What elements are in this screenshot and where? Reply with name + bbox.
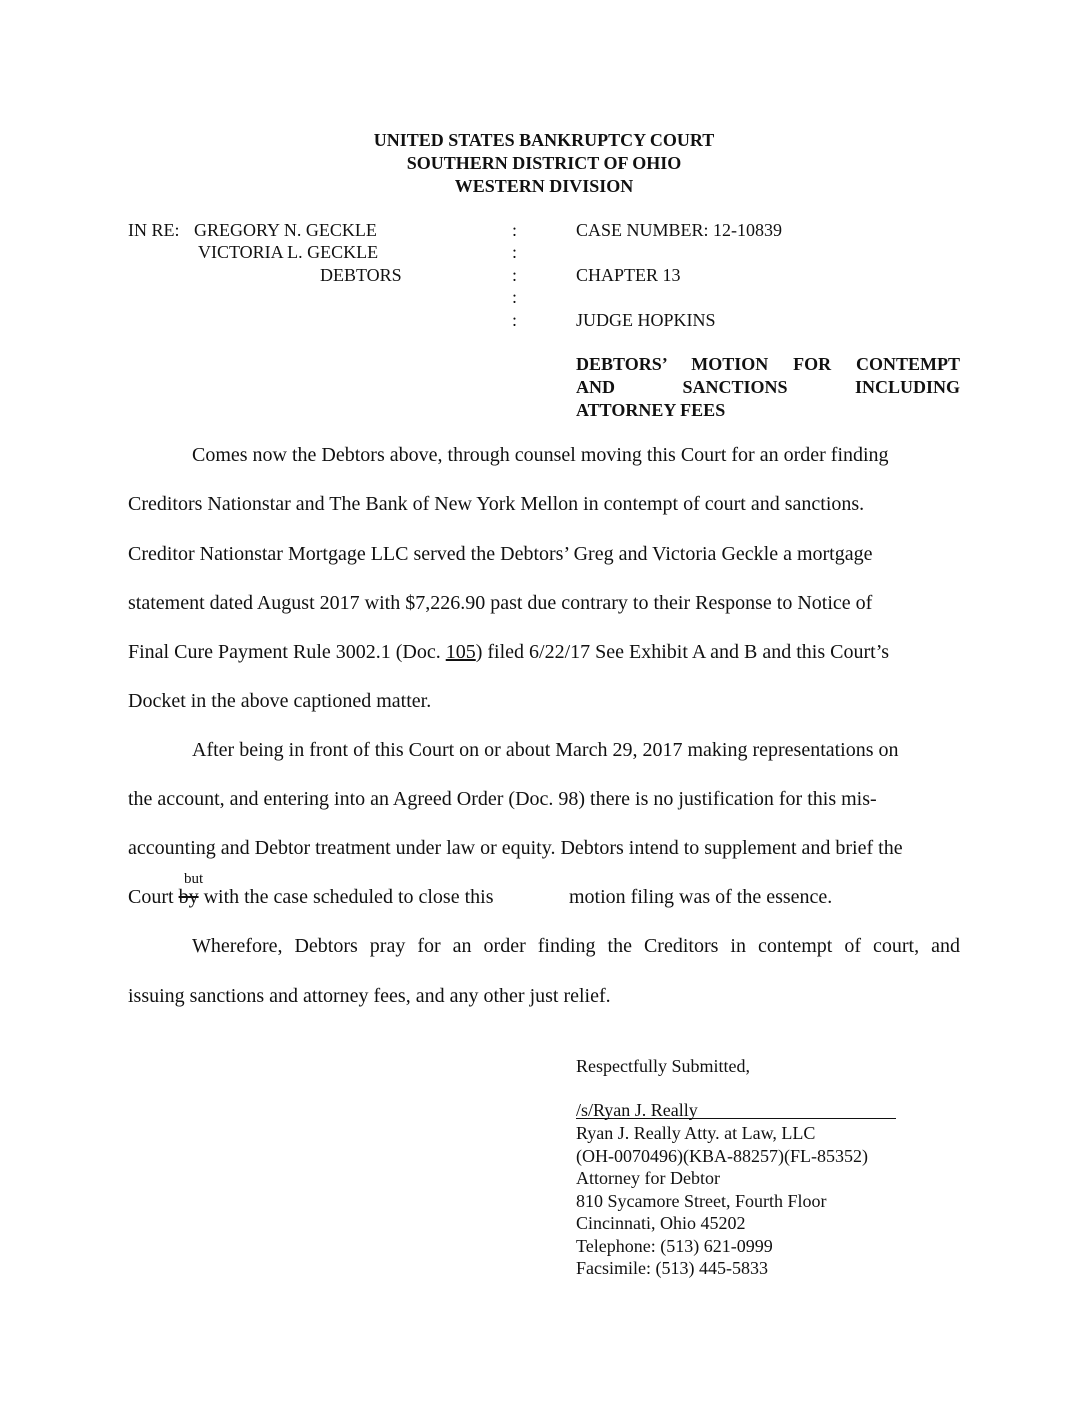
body-line: Docket in the above captioned matter. <box>128 690 432 712</box>
in-re-label: IN RE: <box>128 220 180 240</box>
street-address: 810 Sycamore Street, Fourth Floor <box>576 1191 827 1211</box>
debtor-name-2: VICTORIA L. GECKLE <box>198 242 379 262</box>
city-address: Cincinnati, Ohio 45202 <box>576 1213 746 1233</box>
motion-title-line: DEBTORS’ MOTION FOR CONTEMPT <box>576 354 960 374</box>
bar-numbers: (OH-0070496)(KBA-88257)(FL-85352) <box>576 1146 868 1166</box>
body-text: Final Cure Payment Rule 3002.1 (Doc. <box>128 641 446 663</box>
body-line: Creditor Nationstar Mortgage LLC served the Debtors’ Greg and Victoria Geckle a mortgage <box>128 543 873 565</box>
caption-colon: : <box>512 220 518 240</box>
body-line: Comes now the Debtors above, through counsel moving this Court for an order finding <box>192 444 889 466</box>
signature-line <box>576 1118 896 1119</box>
body-text: Court <box>128 886 179 908</box>
court-name: UNITED STATES BANKRUPTCY COURT <box>373 130 715 150</box>
body-line: statement dated August 2017 with $7,226.90 past due contrary to their Response to Notice of <box>128 592 873 614</box>
caption-colon: : <box>512 287 518 307</box>
caption-colon: : <box>512 265 518 285</box>
body-text: with the case scheduled to close this <box>198 886 494 908</box>
body-line <box>128 640 889 664</box>
body-line: the account, and entering into an Agreed Order (Doc. 98) there is no justification for this mis- <box>128 788 877 810</box>
body-line: motion filing was of the essence. <box>569 886 833 908</box>
division-name: WESTERN DIVISION <box>454 176 634 196</box>
body-text: ) filed 6/22/17 See Exhibit A and B and this Court’s <box>475 641 890 663</box>
district-name: SOUTHERN DISTRICT OF OHIO <box>406 153 682 173</box>
body-line: accounting and Debtor treatment under law or equity. Debtors intend to supplement and brief the <box>128 837 903 859</box>
case-number: CASE NUMBER: 12-10839 <box>576 220 783 240</box>
caption-colon: : <box>512 310 518 330</box>
doc-105-link[interactable]: 105 <box>445 641 476 663</box>
firm-name: Ryan J. Really Atty. at Law, LLC <box>576 1123 816 1143</box>
attorney-role: Attorney for Debtor <box>576 1168 720 1188</box>
body-line: Creditors Nationstar and The Bank of New York Mellon in contempt of court and sanctions. <box>128 493 865 515</box>
closing: Respectfully Submitted, <box>576 1056 750 1076</box>
electronic-signature: /s/Ryan J. Really <box>576 1100 698 1120</box>
caption-colon: : <box>512 242 518 262</box>
body-line: After being in front of this Court on or about March 29, 2017 making representations on <box>192 739 899 761</box>
body-line: issuing sanctions and attorney fees, and any other just relief. <box>128 985 611 1007</box>
debtor-name-1: GREGORY N. GECKLE <box>194 220 377 240</box>
struck-text: by <box>178 886 199 908</box>
body-line <box>128 885 493 909</box>
judge: JUDGE HOPKINS <box>576 310 716 330</box>
telephone: Telephone: (513) 621-0999 <box>576 1236 773 1256</box>
facsimile: Facsimile: (513) 445-5833 <box>576 1258 768 1278</box>
motion-title-line: ATTORNEY FEES <box>576 400 726 420</box>
body-line: Wherefore, Debtors pray for an order finding the Creditors in contempt of court, and <box>192 935 960 957</box>
debtors-label: DEBTORS <box>320 265 402 285</box>
motion-title-line: AND SANCTIONS INCLUDING <box>576 377 960 397</box>
chapter: CHAPTER 13 <box>576 265 681 285</box>
handwritten-insert: but <box>184 871 204 887</box>
